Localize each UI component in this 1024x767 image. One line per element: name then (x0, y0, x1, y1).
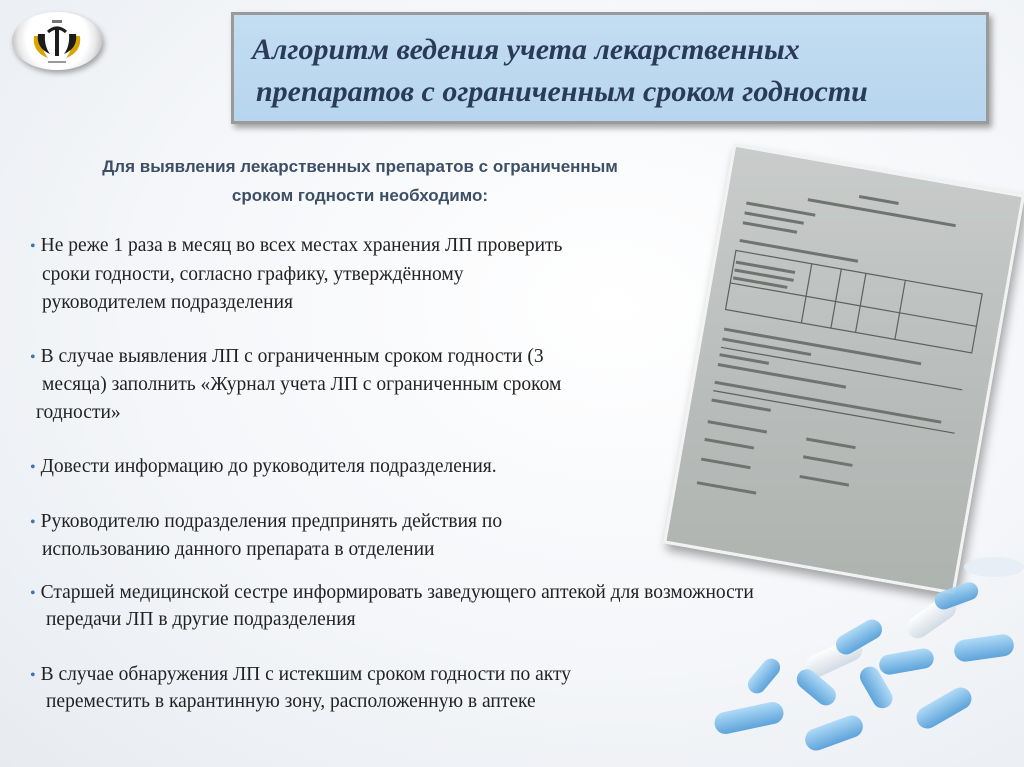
list-item-4-line-2: использованию данного препарата в отделении (42, 539, 435, 560)
list-item-6-line-2: переместить в карантинную зону, расположенную в аптеке (46, 691, 536, 712)
intro-line-2: сроком годности необходимо: (231, 186, 489, 205)
list-item-1-line-3: руководителем подразделения (42, 292, 293, 313)
bullet-icon: • (30, 585, 36, 602)
list-item-4-line-1: • Руководителю подразделения предпринять действия по (30, 511, 503, 532)
list-item-2-line-3: годности» (36, 402, 121, 423)
organization-logo (12, 12, 102, 70)
list-item-1-line-2: сроки годности, согласно графику, утверждённому (42, 264, 464, 285)
bullet-icon: • (30, 667, 36, 684)
bullet-icon: • (30, 514, 36, 531)
list-item-2-line-2: месяца) заполнить «Журнал учета ЛП с ограниченным сроком (42, 374, 562, 395)
intro-line-1: Для выявления лекарственных препаратов с ограниченным (102, 157, 618, 176)
list-item-1-line-1: • Не реже 1 раза в месяц во всех местах хранения ЛП проверить (30, 235, 563, 256)
page-title-line-2: препаратов с ограниченным сроком годности (256, 75, 868, 108)
title-banner (231, 12, 989, 124)
list-item-5-line-1: • Старшей медицинской сестре информировать заведующего аптекой для возможности (30, 582, 754, 603)
list-item-5-line-2: передачи ЛП в другие подразделения (46, 609, 356, 630)
intro-heading (30, 152, 690, 210)
list-item-6-line-1: • В случае обнаружения ЛП с истекшим сроком годности по акту (30, 664, 572, 685)
bullet-icon: • (30, 349, 36, 366)
blue-capsules-image (704, 527, 1024, 767)
list-item-2-line-1: • В случае выявления ЛП с ограниченным сроком годности (3 (30, 346, 544, 367)
list-item-3-line-1: • Довести информацию до руководителя подразделения. (30, 456, 497, 477)
bullet-icon: • (30, 459, 36, 476)
page-title-line-1: Алгоритм ведения учета лекарственных (252, 33, 800, 66)
bullet-icon: • (30, 238, 36, 255)
